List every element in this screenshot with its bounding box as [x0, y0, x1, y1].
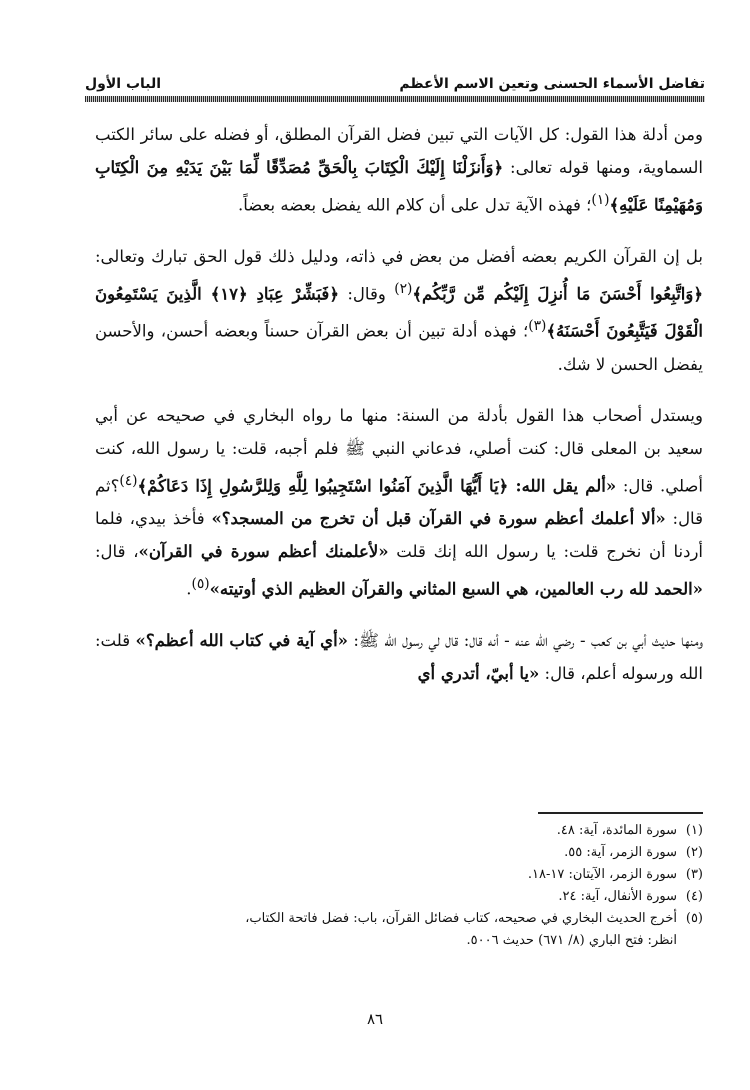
paragraph-3 [95, 399, 703, 606]
paragraph-text: ؛ فهذه الآية تدل على أن كلام الله يفضل بعضه بعضاً. [238, 195, 592, 215]
header-rule [85, 96, 705, 102]
footnote-number: (٣) [685, 867, 703, 882]
footnote-text: أخرج الحديث البخاري في صحيحه، كتاب فضائل القرآن، باب: فضل فاتحة الكتاب، [245, 911, 677, 926]
paragraph-text: ؛ فهذه أدلة تبين أن بعض القرآن حسناً وبعضه أحسن، والأحسن يفضل الحسن لا شك. [95, 321, 703, 374]
footnote-item [95, 886, 703, 908]
paragraph-1 [95, 118, 703, 222]
footnote-ref[interactable]: (٤) [119, 472, 138, 489]
footnote-ref[interactable]: (١) [591, 192, 610, 208]
hadith-quote: «الحمد لله رب العالمين، هي السبع المثاني والقرآن العظيم الذي أوتيته» [209, 579, 703, 599]
paragraph-text: ، قال: [95, 542, 139, 561]
paragraph-text: ؟ثم قال: [95, 476, 703, 528]
hadith-quote: «أي آية في كتاب الله أعظم؟» [135, 630, 348, 650]
hadith-quote: «يا أبيّ، أتدري أي [417, 663, 540, 683]
paragraph-text: بل إن القرآن الكريم بعضه أفضل من بعض في ذاته، ودليل ذلك قول الحق تبارك وتعالى: [95, 246, 703, 266]
paragraph-text: فأخذ بيدي، فلما أردنا أن نخرج قلت: يا رسول الله إنك قلت [95, 509, 703, 561]
chapter-title: الباب الأول [85, 76, 162, 92]
footnote-item [95, 864, 703, 886]
main-text [95, 118, 703, 708]
paragraph-text: وقال: [339, 284, 395, 303]
hadith-quote: «ألم يقل الله: ﴿يَا أَيُّهَا الَّذِينَ آمَنُوا اسْتَجِيبُوا لِلَّهِ وَلِلرَّسُولِ إِذَا دَعَاكُمْ﴾ [137, 476, 617, 495]
footnote-number: (٢) [685, 845, 703, 860]
quran-verse: ﴿فَبَشِّرْ عِبَادِ ﴿١٧﴾ الَّذِينَ يَسْتَمِعُونَ الْقَوْلَ فَيَتَّبِعُونَ أَحْسَنَهُ﴾ [95, 284, 703, 341]
footnote-text: سورة الزمر، الآيتان: ١٧-١٨. [527, 867, 677, 882]
footnotes-list [95, 820, 703, 952]
footnote-rule [538, 812, 703, 814]
paragraph-text: ومنها حديث أبي بن كعب - رضي الله عنه - أنه قال: قال لي رسول الله ﷺ: [347, 630, 704, 650]
paragraph-text: قلت: الله ورسوله أعلم، قال: [95, 630, 703, 683]
quran-verse: ﴿وَاتَّبِعُوا أَحْسَنَ مَا أُنزِلَ إِلَيْكُم مِّن رَّبِّكُم﴾ [412, 284, 704, 303]
paragraph-text: . [186, 579, 192, 599]
footnote-item [95, 842, 703, 864]
paragraph-text: ويستدل أصحاب هذا القول بأدلة من السنة: منها ما رواه البخاري في صحيحه عن أبي سعيد بن المعلى قال: كنت أصلي، فدعاني النبي ﷺ فلم أجبه، قلت: يا رسول الله، كنت أصلي. قال: [95, 405, 704, 495]
footnote-text: سورة الزمر، آية: ٥٥. [564, 845, 677, 860]
footnote-item [95, 908, 703, 952]
book-title: تفاضل الأسماء الحسنى وتعين الاسم الأعظم [399, 76, 705, 92]
hadith-quote: «ألا أعلمك أعظم سورة في القرآن قبل أن تخرج من المسجد؟» [211, 509, 666, 528]
quran-verse: ﴿وَأَنزَلْنَا إِلَيْكَ الْكِتَابَ بِالْحَقِّ مُصَدِّقًا لِّمَا بَيْنَ يَدَيْهِ مِنَ الْكِتَابِ وَمُهَيْمِنًا عَلَيْهِ﴾ [95, 158, 703, 215]
footnote-number: (٤) [685, 889, 703, 904]
running-header [85, 68, 705, 92]
footnote-number: (١) [685, 823, 703, 838]
page-number: ٨٦ [366, 1010, 384, 1028]
hadith-quote: «لأعلمنك أعظم سورة في القرآن» [138, 542, 389, 561]
footnote-continuation: انظر: فتح الباري (٨/ ٦٧١) حديث ٥٠٠٦. [466, 933, 677, 948]
footnote-text: سورة المائدة، آية: ٤٨. [556, 823, 677, 838]
paragraph-4 [95, 624, 703, 690]
footnote-ref[interactable]: (٥) [191, 576, 210, 592]
footnote-ref[interactable]: (٣) [528, 318, 547, 334]
footnote-item [95, 820, 703, 842]
footnote-number: (٥) [685, 911, 703, 926]
paragraph-text: ومن أدلة هذا القول: كل الآيات التي تبين فضل القرآن المطلق، أو فضله على سائر الكتب السماوية، ومنها قوله تعالى: [95, 125, 703, 177]
paragraph-2 [95, 240, 703, 381]
footnote-text: سورة الأنفال، آية: ٢٤. [558, 889, 677, 904]
footnote-ref[interactable]: (٢) [394, 280, 413, 297]
